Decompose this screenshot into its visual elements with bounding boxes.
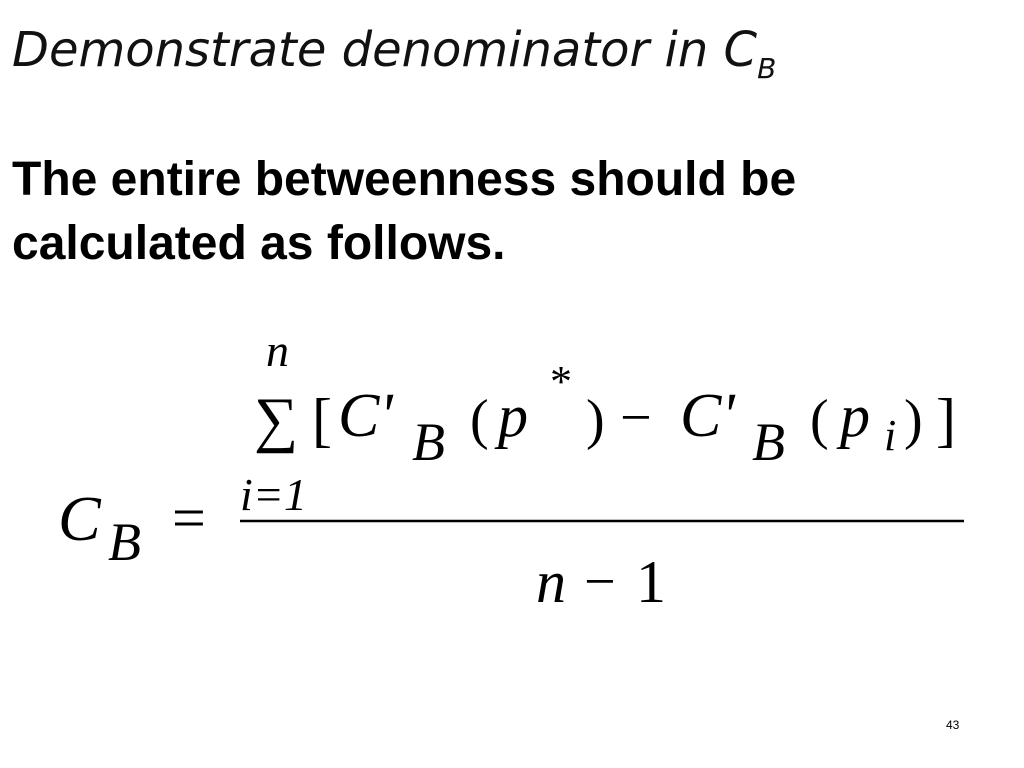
betweenness-formula [0, 300, 1024, 630]
term1-symbol: C' [338, 382, 393, 450]
slide-title-text: Demonstrate denominator in C [12, 22, 758, 78]
slide-title [12, 20, 776, 87]
body-text: The entire betweenness should be calculated as follows. [12, 153, 797, 270]
term1-close-paren: ) [586, 389, 605, 451]
term2-open-paren: ( [810, 389, 829, 451]
sum-upper-limit: n [266, 325, 289, 376]
term1-subscript: B [412, 412, 445, 472]
denominator-minus: − [584, 551, 616, 613]
term2-symbol: C' [680, 382, 735, 450]
term2-argument-subscript: i [884, 411, 897, 460]
term2-subscript: B [752, 412, 785, 472]
denominator-one: 1 [636, 549, 666, 615]
term1-open-paren: ( [470, 389, 489, 451]
denominator-n: n [536, 549, 566, 615]
term2-close-paren: ) [904, 389, 923, 451]
lhs-symbol: C [58, 483, 101, 554]
lhs-subscript: B [108, 512, 141, 572]
minus-sign: − [620, 387, 652, 449]
sum-lower-limit: i=1 [240, 469, 307, 520]
slide-title-subscript: B [757, 52, 777, 85]
page-number: 43 [946, 718, 960, 732]
sum-symbol: ∑ [254, 386, 299, 454]
close-bracket: ] [936, 387, 956, 453]
equals-sign: = [172, 485, 206, 551]
term1-argument-superscript: * [550, 357, 572, 406]
term2-argument: p [840, 383, 870, 449]
term1-argument: p [498, 383, 528, 449]
open-bracket: [ [312, 387, 332, 453]
